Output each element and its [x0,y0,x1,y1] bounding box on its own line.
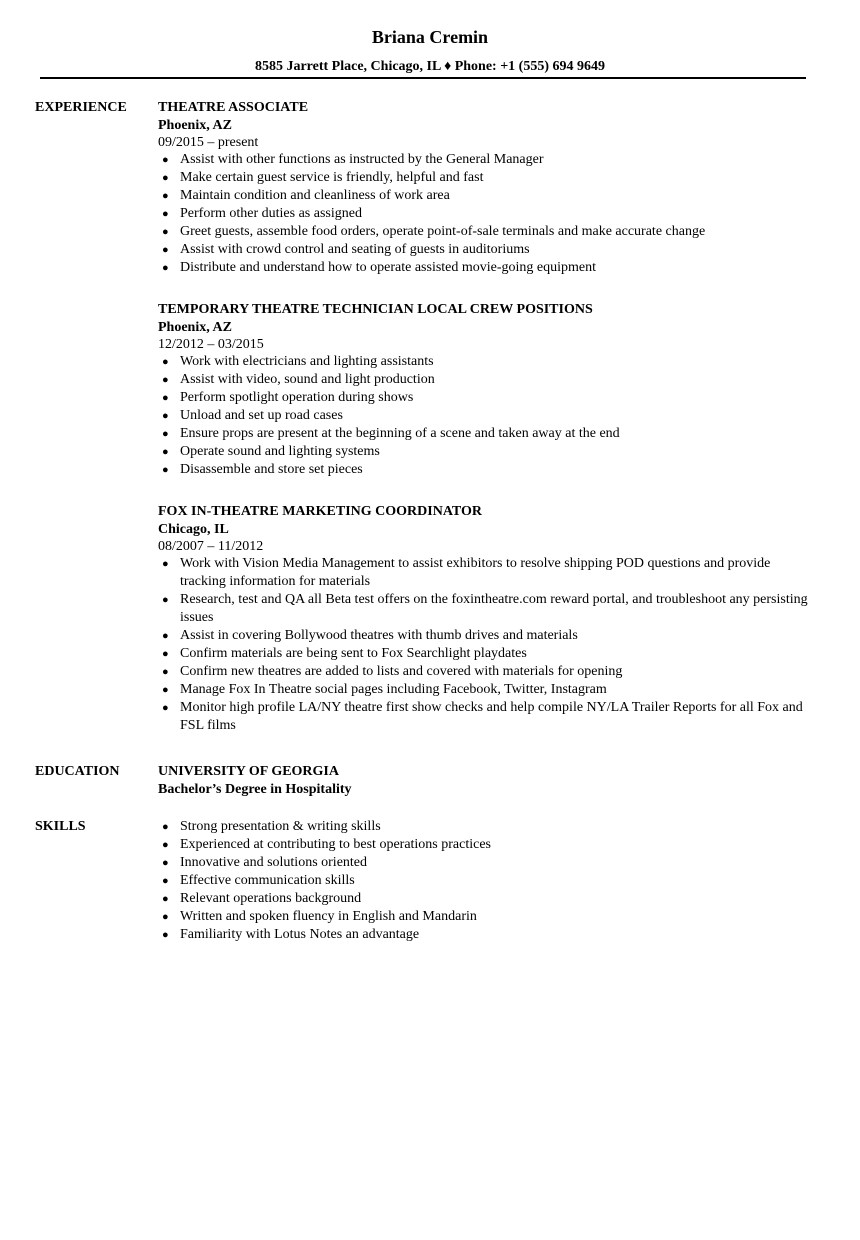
job-bullets [158,151,818,277]
list-item: ● Manage Fox In Theatre social pages including Facebook, Twitter, Instagram [162,682,607,697]
list-item: ● Perform spotlight operation during shows [162,390,414,405]
list-item: ● Work with electricians and lighting assistants [162,354,434,369]
job-location: Phoenix, AZ [158,118,232,133]
degree-name: Bachelor’s Degree in Hospitality [158,782,352,797]
list-item: ● Disassemble and store set pieces [162,462,363,477]
list-item: ● Distribute and understand how to operate assisted movie-going equipment [162,260,597,275]
job-dates: 08/2007 – 11/2012 [158,539,264,554]
job-bullets [158,353,818,479]
job-bullets [158,555,818,735]
list-item: ● Research, test and QA all Beta test offers on the foxintheatre.com reward portal, and troubleshoot any persisting issues [162,592,808,625]
list-item: ● Innovative and solutions oriented [162,855,368,870]
job-entry [158,503,818,735]
education-entry [158,763,818,799]
list-item: ● Perform other duties as assigned [162,206,362,221]
list-item: ● Operate sound and lighting systems [162,444,380,459]
job-title: THEATRE ASSOCIATE [158,100,309,115]
list-item: ● Strong presentation & writing skills [162,819,381,834]
list-item: ● Experienced at contributing to best operations practices [162,837,492,852]
list-item: ● Confirm new theatres are added to lists and covered with materials for opening [162,664,623,679]
list-item: ● Assist with crowd control and seating of guests in auditoriums [162,242,530,257]
education-section-label: EDUCATION [35,764,120,779]
list-item: ● Written and spoken fluency in English and Mandarin [162,909,477,924]
list-item: ● Relevant operations background [162,891,362,906]
job-location: Chicago, IL [158,522,229,537]
contact-line: 8585 Jarrett Place, Chicago, IL ♦ Phone: +1 (555) 694 9649 [254,59,606,74]
list-item: ● Assist with video, sound and light production [162,372,435,387]
list-item: ● Make certain guest service is friendly, helpful and fast [162,170,484,185]
list-item: ● Ensure props are present at the beginning of a scene and taken away at the end [162,426,620,441]
school-name: UNIVERSITY OF GEORGIA [158,764,339,779]
list-item: ● Maintain condition and cleanliness of work area [162,188,450,203]
job-location: Phoenix, AZ [158,320,232,335]
job-entry [158,99,818,277]
list-item: ● Greet guests, assemble food orders, operate point-of-sale terminals and make accurate change [162,224,706,239]
job-title: FOX IN-THEATRE MARKETING COORDINATOR [158,504,482,519]
experience-section-label: EXPERIENCE [35,100,127,115]
job-dates: 09/2015 – present [158,135,259,150]
job-dates: 12/2012 – 03/2015 [158,337,264,352]
list-item: ● Effective communication skills [162,873,355,888]
list-item: ● Assist with other functions as instructed by the General Manager [162,152,544,167]
list-item: ● Assist in covering Bollywood theatres with thumb drives and materials [162,628,578,643]
list-item: ● Unload and set up road cases [162,408,343,423]
candidate-name: Briana Cremin [371,27,489,47]
job-title: TEMPORARY THEATRE TECHNICIAN LOCAL CREW POSITIONS [158,302,593,317]
skills-list [158,818,818,944]
list-item: ● Familiarity with Lotus Notes an advantage [162,927,420,942]
list-item: ● Confirm materials are being sent to Fox Searchlight playdates [162,646,527,661]
skills-entry [158,818,818,944]
list-item: ● Monitor high profile LA/NY theatre first show checks and help compile NY/LA Trailer Reports for all Fox and FSL films [162,700,803,733]
header-divider [40,77,806,79]
list-item: ● Work with Vision Media Management to assist exhibitors to resolve shipping POD questions and provide tracking information for materials [162,556,771,589]
job-entry [158,301,818,479]
skills-section-label: SKILLS [35,819,86,834]
